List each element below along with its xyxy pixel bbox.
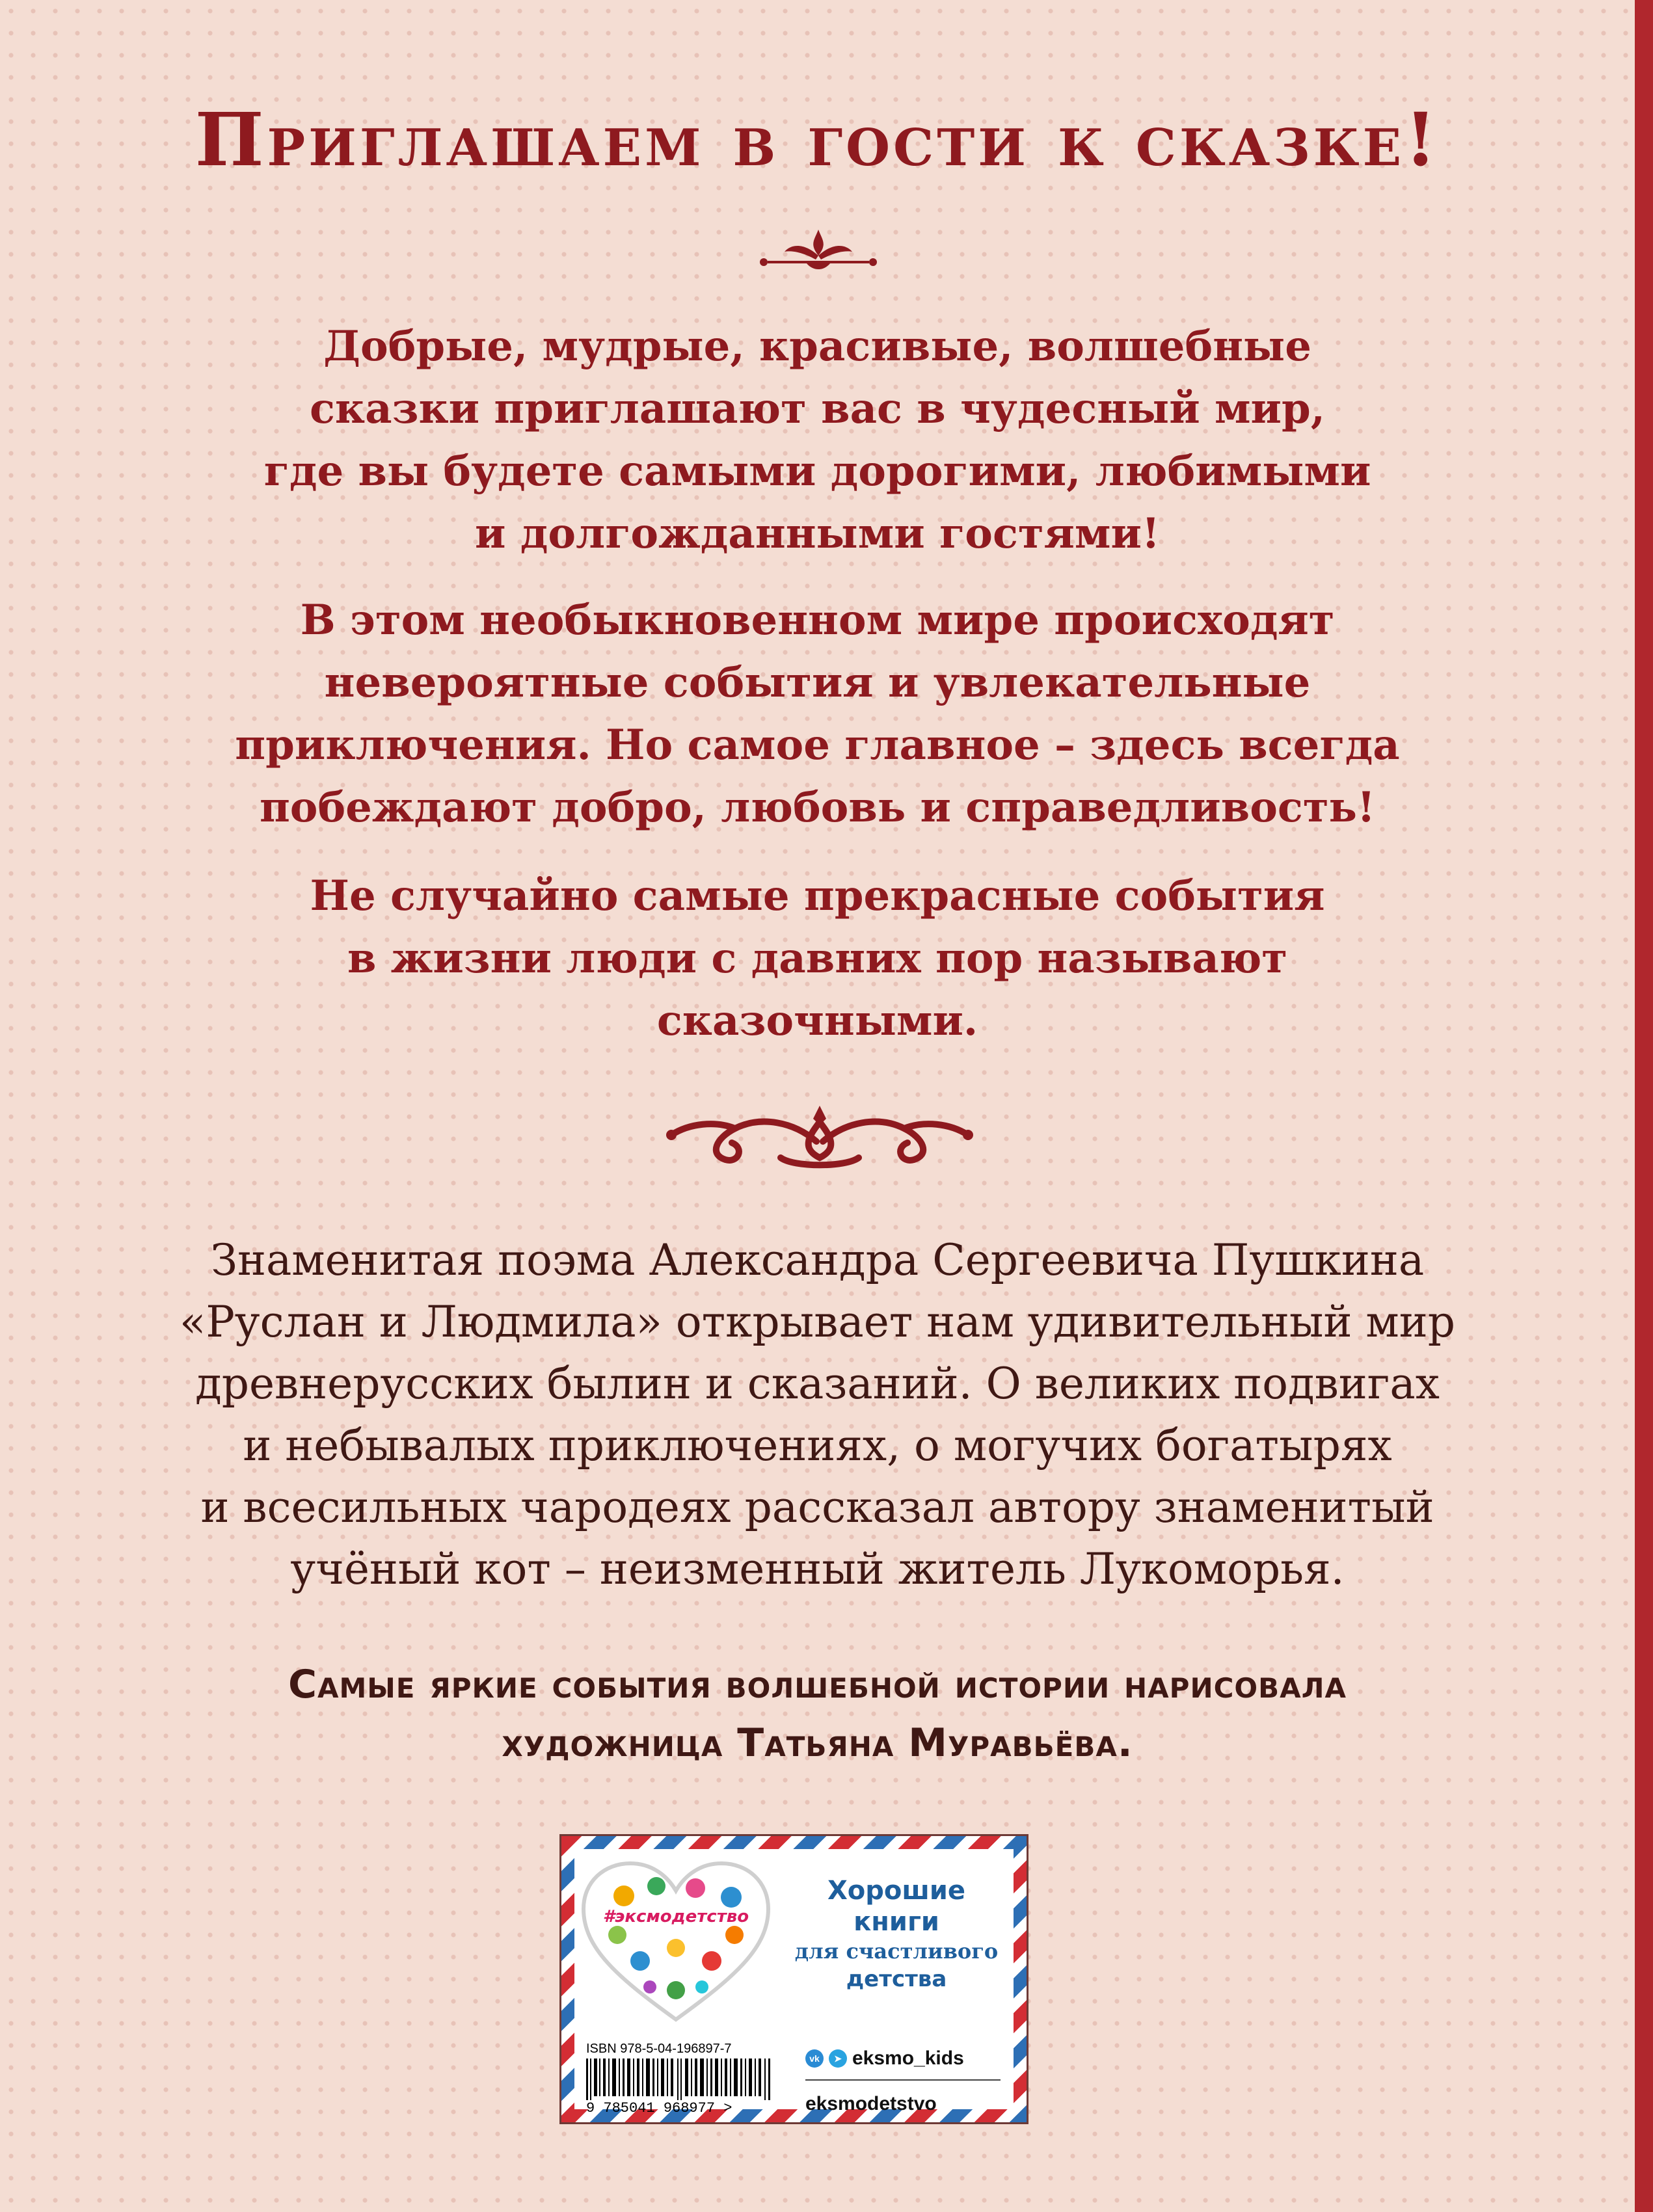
text-line: приключения. Но самое главное – здесь всегда [235,721,1400,769]
social-row-site [805,2090,1014,2118]
right-edge-stripe [1635,0,1653,2212]
text-line: В этом необыкновенном мире происходят [300,596,1335,645]
social-row-kids [805,2044,1014,2073]
poem-paragraph [150,1229,1485,1600]
fairy-paragraph [195,865,1440,1052]
brand-slogan [789,1875,1004,1993]
text-line: «Руслан и Людмила» открывает нам удивительный мир [179,1297,1456,1347]
isbn-label: ISBN 978-5-04-196897-7 [586,2042,732,2056]
text-line: и долгожданными гостями! [474,509,1161,558]
text-line: художница Татьяна Муравьёва. [502,1720,1133,1766]
events-paragraph [195,589,1440,839]
site-handle: eksmodetstvo [805,2093,937,2114]
divider [805,2079,1001,2081]
text-line: учёный кот – неизменный житель Лукоморья. [290,1544,1345,1594]
text-line: и всесильных чародеях рассказал автору знаменитый [200,1482,1434,1532]
vk-icon: vk [805,2049,824,2068]
heart-icon [578,1857,773,2026]
text-line: древнерусских былин и сказаний. О великих подвигах [195,1359,1440,1409]
telegram-icon: ➤ [829,2049,847,2068]
text-line: в жизни люди с давних пор называют [347,934,1288,983]
small-flourish-icon [755,224,882,276]
large-flourish-icon [664,1102,976,1174]
publisher-postcard [559,1834,1028,2124]
barcode-icon [586,2059,781,2100]
social-links [805,2044,1014,2118]
artist-paragraph [150,1655,1485,1772]
slogan-line: для счастливого [794,1939,999,1964]
slogan-line: детства [846,1966,947,1992]
text-line: Знаменитая поэма Александра Сергеевича Пушкина [210,1235,1425,1285]
text-line: Не случайно самые прекрасные события [310,872,1325,920]
text-line: Самые яркие события волшебной истории нарисовала [288,1662,1347,1707]
page-title: Приглашаем в гости к сказке! [195,98,1440,183]
text-line: сказочными. [656,996,978,1045]
hashtag-text: #эксмодетство [602,1907,749,1926]
text-line: и небывалых приключениях, о могучих богатырях [243,1420,1392,1471]
social-handle: eksmo_kids [852,2047,964,2069]
postcard-body [574,1849,1014,2116]
intro-paragraph [195,315,1440,565]
text-line: невероятные события и увлекательные [324,658,1311,707]
text-line: побеждают добро, любовь и справедливость! [259,783,1376,832]
text-line: Добрые, мудрые, красивые, волшебные [323,322,1311,371]
slogan-line: Хорошие [827,1876,966,1906]
text-line: сказки приглашают вас в чудесный мир, [309,384,1326,433]
slogan-line: книги [853,1907,939,1937]
barcode-number: 9 785041 968977 > [586,2100,732,2116]
text-line: где вы будете самыми дорогими, любимыми [263,447,1371,496]
